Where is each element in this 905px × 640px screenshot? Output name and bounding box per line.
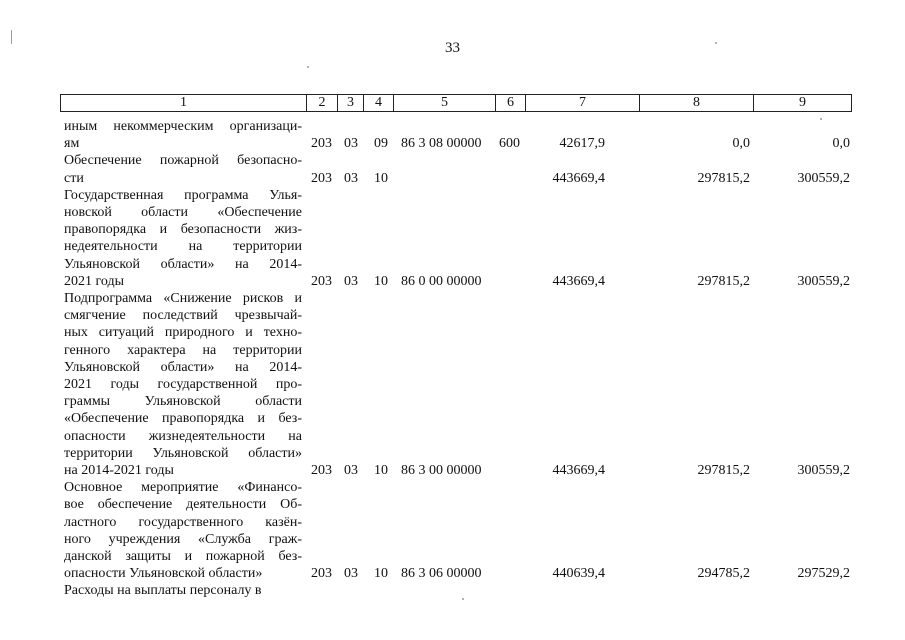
cell-code: 203	[311, 463, 332, 478]
cell-subsection: 10	[374, 273, 388, 289]
table-header	[60, 94, 852, 112]
description-line: Государственная программа Улья-	[64, 187, 302, 203]
row-description	[64, 152, 302, 186]
description-line: генного характера на территории	[64, 342, 302, 358]
description-line: Ульяновской области» на 2014-	[64, 359, 302, 375]
cell-amount-2020: 0,0	[732, 136, 750, 152]
cell-target-article: 86 3 08 00000	[401, 136, 482, 152]
cell-subsection: 10	[374, 463, 388, 478]
description-line: 2021 годы государственной про-	[64, 376, 302, 392]
description-line: опасности жизнедеятельности на	[64, 428, 302, 444]
cell-target-article: 86 0 00 00000	[401, 273, 482, 289]
row-description	[64, 582, 302, 599]
row-description	[64, 479, 302, 582]
description-line: Подпрограмма «Снижение рисков и	[64, 291, 302, 306]
header-col-5: 5	[393, 95, 495, 111]
cell-amount-2021: 297529,2	[797, 566, 850, 582]
description-line: 2021 годы	[64, 273, 125, 289]
description-line: территории Ульяновской области»	[64, 445, 302, 461]
cell-expense-type: 600	[499, 136, 520, 152]
cell-subsection: 10	[374, 566, 388, 582]
table-row	[0, 290, 905, 479]
description-line: Основное мероприятие «Финансо-	[64, 480, 302, 496]
cell-section: 03	[344, 566, 358, 582]
table-row	[0, 479, 905, 582]
cell-amount-2019: 42617,9	[559, 136, 605, 152]
cell-target-article: 86 3 00 00000	[401, 463, 482, 478]
cell-target-article: 86 3 06 00000	[401, 566, 482, 582]
description-line: ного учреждения «Служба граж-	[64, 531, 302, 547]
header-col-2: 2	[306, 95, 337, 111]
header-col-1: 1	[180, 95, 187, 110]
description-line: Ульяновской области» на 2014-	[64, 256, 302, 272]
description-line: смягчение последствий чрезвычай-	[64, 308, 302, 324]
description-line: граммы Ульяновской области	[64, 394, 302, 410]
cell-amount-2020: 294785,2	[697, 566, 750, 582]
cell-section: 03	[344, 170, 358, 186]
cell-amount-2019: 440639,4	[552, 566, 605, 582]
description-line: ных ситуаций природного и техно-	[64, 325, 302, 341]
header-col-4: 4	[363, 95, 393, 111]
cell-amount-2021: 300559,2	[797, 273, 850, 289]
table-row	[0, 582, 905, 599]
cell-amount-2020: 297815,2	[697, 463, 750, 478]
description-line: Расходы на выплаты персоналу в	[64, 583, 262, 599]
description-line: недеятельности на территории	[64, 239, 302, 255]
description-line: правопорядка и безопасности жиз-	[64, 222, 302, 238]
cell-section: 03	[344, 273, 358, 289]
description-line: вое обеспечение деятельности Об-	[64, 497, 302, 513]
header-col-3: 3	[337, 95, 363, 111]
cell-amount-2020: 297815,2	[697, 273, 750, 289]
table-row	[0, 118, 905, 152]
page-number: 33	[445, 40, 460, 56]
row-description	[64, 290, 302, 479]
header-col-8: 8	[639, 95, 753, 111]
cell-code: 203	[311, 273, 332, 289]
description-line: «Обеспечение правопорядка и без-	[64, 411, 302, 427]
header-col-9: 9	[753, 95, 851, 111]
cell-amount-2019: 443669,4	[552, 170, 605, 186]
cell-amount-2021: 300559,2	[797, 170, 850, 186]
cell-amount-2021: 0,0	[832, 136, 850, 152]
cell-subsection: 09	[374, 136, 388, 152]
cell-amount-2019: 443669,4	[552, 273, 605, 289]
cell-amount-2020: 297815,2	[697, 170, 750, 186]
row-description	[64, 187, 302, 290]
cell-code: 203	[311, 170, 332, 186]
header-col-7: 7	[525, 95, 639, 111]
cell-amount-2021: 300559,2	[797, 463, 850, 478]
table-row	[0, 187, 905, 290]
description-line: новской области «Обеспечение	[64, 204, 302, 220]
table-row	[0, 152, 905, 186]
description-line: сти	[64, 170, 84, 186]
description-line: на 2014-2021 годы	[64, 462, 174, 478]
description-line: Обеспечение пожарной безопасно-	[64, 153, 302, 169]
cell-subsection: 10	[374, 170, 388, 186]
cell-amount-2019: 443669,4	[552, 463, 605, 478]
cell-code: 203	[311, 566, 332, 582]
row-description	[64, 118, 302, 152]
description-line: данской защиты и пожарной без-	[64, 548, 302, 564]
cell-section: 03	[344, 136, 358, 152]
description-line: ям	[64, 136, 80, 152]
description-line: опасности Ульяновской области»	[64, 566, 263, 582]
description-line: иным некоммерческим организаци-	[64, 119, 302, 134]
cell-code: 203	[311, 136, 332, 152]
cell-section: 03	[344, 463, 358, 478]
description-line: ластного государственного казён-	[64, 514, 302, 530]
header-col-6: 6	[495, 95, 525, 111]
